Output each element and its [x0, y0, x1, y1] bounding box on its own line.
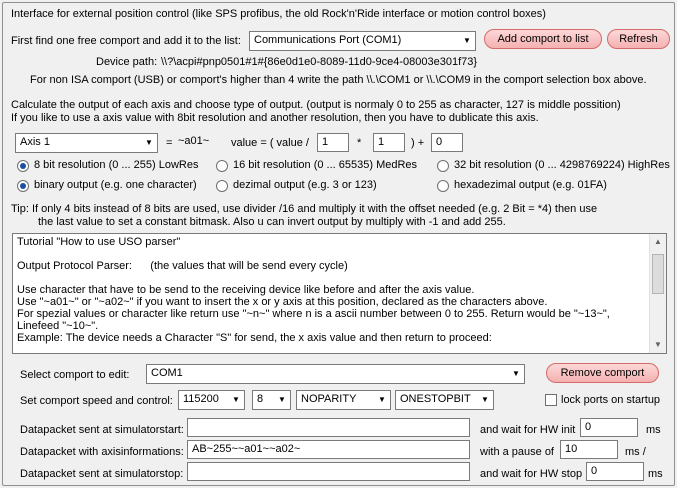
- radio-32bit-label: 32 bit resolution (0 ... 4298769224) HighRes: [454, 159, 670, 171]
- stop-packet-input[interactable]: [187, 462, 470, 481]
- start-packet-input[interactable]: [187, 418, 470, 437]
- speed-label: Set comport speed and control:: [20, 395, 173, 407]
- chevron-down-icon: ▼: [278, 395, 286, 404]
- axis-select[interactable]: [15, 133, 158, 153]
- comport-select-value: Communications Port (COM1): [254, 34, 402, 46]
- multiplier-input[interactable]: 1: [373, 133, 405, 152]
- chevron-down-icon: ▼: [512, 369, 520, 378]
- chevron-down-icon: ▼: [463, 36, 471, 45]
- stopbits-value: ONESTOPBIT: [400, 393, 471, 405]
- start-packet-label: Datapacket sent at simulatorstart:: [20, 424, 184, 436]
- tip-line1: Tip: If only 4 bits instead of 8 bits are used, use divider /16 and multiply it with the offset needed (e.g. 2 Bit = *4) then use: [11, 203, 598, 215]
- chevron-down-icon: ▼: [378, 395, 386, 404]
- pause-label: with a pause of: [480, 446, 554, 458]
- tip-line2: the last value to set a constant bitmask. Also u can invert output by multiply with -1 and add 255.: [38, 216, 506, 228]
- interface-description: Interface for external position control (like SPS profibus, the old Rock'n'Ride interface or motion control boxes): [11, 8, 546, 20]
- calc-instruction-line2: If you like to use a axis value with 8bit resolution and another resolution, then you have to dublicate this axis.: [11, 112, 539, 124]
- axis-packet-input[interactable]: AB~255~~a01~~a02~: [187, 440, 470, 459]
- stop-wait-label: and wait for HW stop: [480, 468, 583, 480]
- edit-comport-value: COM1: [151, 367, 183, 379]
- radio-binary-label: binary output (e.g. one character): [34, 179, 197, 191]
- chevron-down-icon: ▼: [481, 395, 489, 404]
- baud-select[interactable]: [178, 390, 245, 410]
- tutorial-scrollbar[interactable]: [649, 234, 666, 353]
- tutorial-text: Tutorial "How to use USO parser" Output Protocol Parser: (the values that will be send every cycle) Use character that have to be send to the receiving device like before and after the axis value. Use "~a01~" or "~a02~" if you want to insert the x or y axis at this position, declared as the characters above. For spezial values or character like return use "~n~" where n is a ascii number between 0 to 255. Return would be "~13~", Linefeed "~10~". Example: The device needs a Character "S" for send, the x axis value and then return to proceed:: [17, 236, 610, 344]
- chevron-down-icon: ▼: [145, 138, 153, 147]
- start-wait-label: and wait for HW init: [480, 424, 576, 436]
- scroll-thumb[interactable]: [652, 254, 664, 294]
- scroll-up-icon[interactable]: ▲: [654, 237, 662, 246]
- offset-input[interactable]: 0: [431, 133, 463, 152]
- divider-input[interactable]: 1: [317, 133, 349, 152]
- pause-unit: ms /: [625, 446, 646, 458]
- refresh-button[interactable]: Refresh: [607, 29, 670, 49]
- axis-select-value: Axis 1: [20, 136, 50, 148]
- stop-wait-input[interactable]: 0: [586, 462, 644, 481]
- radio-hex-label: hexadezimal output (e.g. 01FA): [454, 179, 607, 191]
- device-path-label: Device path:: [96, 56, 158, 68]
- axis-token: ~a01~: [178, 135, 210, 147]
- baud-value: 115200: [183, 393, 219, 405]
- remove-comport-button[interactable]: Remove comport: [546, 363, 659, 383]
- radio-decimal-label: dezimal output (e.g. 3 or 123): [233, 179, 377, 191]
- scroll-down-icon[interactable]: ▼: [654, 340, 662, 349]
- comport-select[interactable]: [249, 31, 476, 51]
- multiply-sign: *: [357, 137, 362, 149]
- equals-sign: =: [166, 137, 173, 149]
- edit-comport-label: Select comport to edit:: [20, 369, 130, 381]
- stop-wait-unit: ms: [648, 468, 663, 480]
- lock-ports-checkbox[interactable]: [545, 394, 557, 406]
- start-wait-unit: ms: [646, 424, 661, 436]
- radio-16bit[interactable]: [216, 160, 228, 172]
- parity-select[interactable]: [296, 390, 391, 410]
- radio-decimal[interactable]: [216, 180, 228, 192]
- databits-value: 8: [257, 393, 264, 405]
- radio-binary[interactable]: [17, 180, 29, 192]
- add-comport-button[interactable]: Add comport to list: [484, 29, 602, 49]
- radio-hex[interactable]: [437, 180, 449, 192]
- plus-sign: ) +: [411, 137, 425, 149]
- device-path-value: \\?\acpi#pnp0501#1#{86e0d1e0-8089-11d0-9ce4-08003e301f73}: [161, 56, 478, 68]
- radio-8bit[interactable]: [17, 160, 29, 172]
- tutorial-memo[interactable]: [12, 233, 667, 354]
- databits-select[interactable]: [252, 390, 291, 410]
- edit-comport-select[interactable]: [146, 364, 525, 384]
- parity-value: NOPARITY: [301, 393, 357, 405]
- radio-32bit[interactable]: [437, 160, 449, 172]
- axis-packet-label: Datapacket with axisinformations:: [20, 446, 184, 458]
- radio-8bit-label: 8 bit resolution (0 ... 255) LowRes: [34, 159, 199, 171]
- radio-16bit-label: 16 bit resolution (0 ... 65535) MedRes: [233, 159, 418, 171]
- find-comport-label: First find one free comport and add it to the list:: [11, 35, 241, 47]
- start-wait-input[interactable]: 0: [580, 418, 638, 437]
- chevron-down-icon: ▼: [232, 395, 240, 404]
- value-formula-label: value = ( value /: [231, 137, 309, 149]
- stop-packet-label: Datapacket sent at simulatorstop:: [20, 468, 184, 480]
- comport-note: For non ISA comport (USB) or comport's higher than 4 write the path \\.\COM1 or \\.\COM9 in the comport selection box above.: [30, 74, 647, 86]
- stopbits-select[interactable]: [395, 390, 494, 410]
- calc-instruction-line1: Calculate the output of each axis and choose type of output. (output is normaly 0 to 255 as character, 127 is middle possition): [11, 99, 621, 111]
- lock-ports-label: lock ports on startup: [561, 394, 661, 406]
- pause-input[interactable]: 10: [560, 440, 618, 459]
